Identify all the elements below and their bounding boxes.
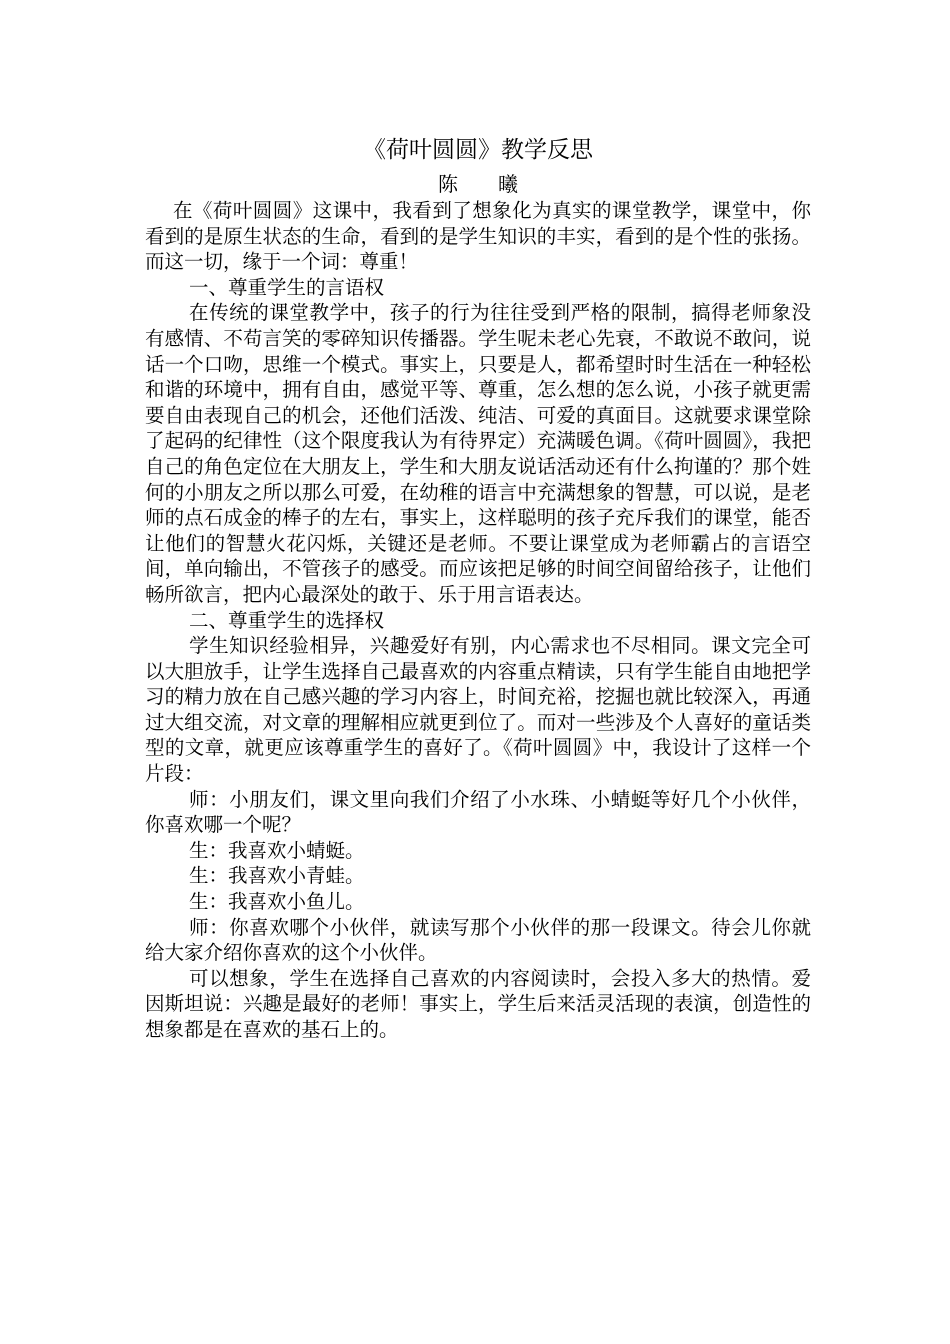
dialogue-line: 师：小朋友们，课文里向我们介绍了小水珠、小蜻蜓等好几个小伙伴，你喜欢哪一个呢？	[145, 787, 811, 837]
section-1-paragraph: 在传统的课堂教学中，孩子的行为往往受到严格的限制，搞得老师象没有感情、不苟言笑的零碎知识传播器。学生呢未老心先衰，不敢说不敢问，说话一个口吻，思维一个模式。事实上，只要是人，都希望时时生活在一种轻松和谐的环境中，拥有自由，感觉平等、尊重，怎么想的怎么说，小孩子就更需要自由表现自己的机会，还他们活泼、纯洁、可爱的真面目。这就要求课堂除了起码的纪律性（这个限度我认为有待界定）充满暖色调。《荷叶圆圆》，我把自己的角色定位在大朋友上，学生和大朋友说话活动还有什么拘谨的？那个姓何的小朋友之所以那么可爱，在幼稚的语言中充满想象的智慧，可以说，是老师的点石成金的棒子的左右，事实上，这样聪明的孩子充斥我们的课堂，能否让他们的智慧火花闪烁，关键还是老师。不要让课堂成为老师霸占的言语空间，单向输出，不管孩子的感受。而应该把足够的时间空间留给孩子，让他们畅所欲言，把内心最深处的敢于、乐于用言语表达。	[145, 301, 811, 606]
document-body	[145, 130, 811, 1043]
intro-paragraph: 在《荷叶圆圆》这课中，我看到了想象化为真实的课堂教学，课堂中，你看到的是原生状态的生命，看到的是学生知识的丰实，看到的是个性的张扬。而这一切，缘于一个词：尊重！	[145, 199, 811, 274]
document-title: 《荷叶圆圆》教学反思	[363, 137, 593, 163]
section-1-heading: 一、尊重学生的言语权	[189, 275, 385, 299]
section-2-heading: 二、尊重学生的选择权	[189, 608, 385, 632]
dialogue-line: 师：你喜欢哪个小伙伴，就读写那个小伙伴的那一段课文。待会儿你就给大家介绍你喜欢的这个小伙伴。	[145, 915, 811, 965]
section-2-paragraph: 学生知识经验相异，兴趣爱好有别，内心需求也不尽相同。课文完全可以大胆放手，让学生选择自己最喜欢的内容重点精读，只有学生能自由地把学习的精力放在自己感兴趣的学习内容上，时间充裕，挖掘也就比较深入，再通过大组交流，对文章的理解相应就更到位了。而对一些涉及个人喜好的童话类型的文章，就更应该尊重学生的喜好了。《荷叶圆圆》中，我设计了这样一个片段：	[145, 634, 811, 786]
dialogue-line: 生：我喜欢小蜻蜓。	[189, 838, 365, 862]
author-name: 陈 曦	[438, 172, 528, 196]
conclusion-paragraph: 可以想象，学生在选择自己喜欢的内容阅读时，会投入多大的热情。爱因斯坦说：兴趣是最好的老师！事实上，学生后来活灵活现的表演，创造性的想象都是在喜欢的基石上的。	[145, 966, 811, 1041]
dialogue-line: 生：我喜欢小青蛙。	[189, 864, 365, 888]
dialogue-line: 生：我喜欢小鱼儿。	[189, 890, 365, 914]
